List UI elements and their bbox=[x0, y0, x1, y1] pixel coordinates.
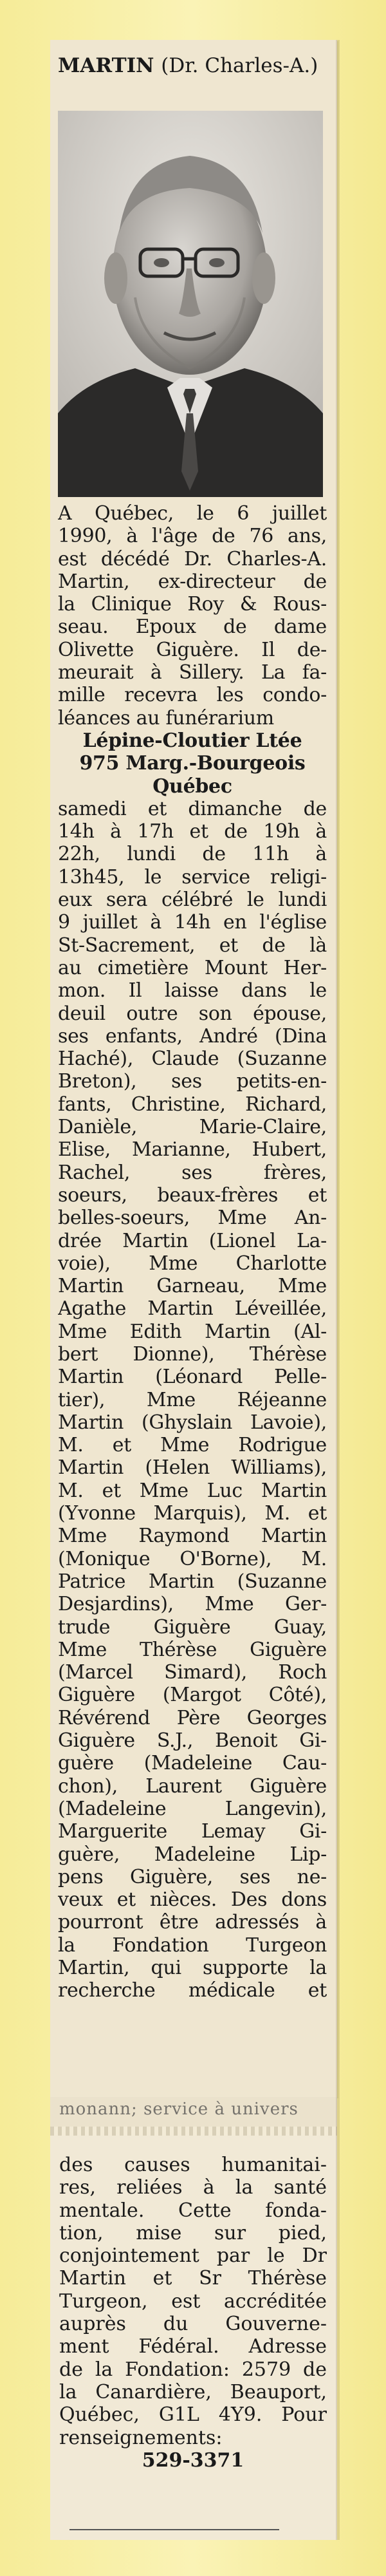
body-line: seau. Epoux de dame bbox=[58, 616, 327, 639]
body-line: 22h, lundi de 11h à bbox=[58, 843, 327, 866]
body-line: Haché), Claude (Suzanne bbox=[58, 1048, 327, 1071]
obituary-clipping bbox=[50, 40, 337, 2097]
continuation-line: des causes humanitai- bbox=[59, 2154, 327, 2176]
body-line: Révérend Père Georges bbox=[58, 1706, 327, 1729]
continuation-line: mentale. Cette fonda- bbox=[59, 2199, 327, 2222]
body-line: trude Giguère Guay, bbox=[58, 1615, 327, 1639]
body-line: drée Martin (Lionel La- bbox=[58, 1229, 327, 1252]
funeral-home-address: 975 Marg.-Bourgeois bbox=[79, 752, 306, 775]
body-line: ses enfants, André (Dina bbox=[58, 1024, 327, 1048]
body-line: (Marcel Simard), Roch bbox=[58, 1661, 327, 1684]
phone-number: 529-3371 bbox=[142, 2449, 244, 2472]
surname: MARTIN bbox=[58, 54, 154, 77]
body-line: 1990, à l'âge de 76 ans, bbox=[58, 525, 327, 548]
body-line: veux et nièces. Des dons bbox=[58, 1888, 327, 1912]
funeral-home-name: Lépine-Cloutier Ltée bbox=[82, 729, 302, 752]
body-line: pourront être adressés à bbox=[58, 1911, 327, 1934]
continuation-line: auprès du Gouverne- bbox=[59, 2313, 327, 2336]
body-line: Desjardins), Mme Ger- bbox=[58, 1593, 327, 1616]
body-line: Agathe Martin Léveillée, bbox=[58, 1297, 327, 1321]
body-line: Breton), ses petits-en- bbox=[58, 1070, 327, 1093]
continuation-line: res, reliées à la santé bbox=[59, 2176, 327, 2199]
body-line: eux sera célébré le lundi bbox=[58, 888, 327, 912]
body-line: Marguerite Lemay Gi- bbox=[58, 1820, 327, 1843]
body-line: Mme Raymond Martin bbox=[58, 1525, 327, 1548]
body-line: mon. Il laisse dans le bbox=[58, 979, 327, 1002]
body-line: tier), Mme Réjeanne bbox=[58, 1388, 327, 1411]
body-line: Patrice Martin (Suzanne bbox=[58, 1570, 327, 1593]
body-line: au cimetière Mount Her- bbox=[58, 956, 327, 979]
body-line: M. et Mme Rodrigue bbox=[58, 1434, 327, 1457]
body-line: Giguère (Margot Côté), bbox=[58, 1684, 327, 1707]
body-line: 9 juillet à 14h en l'église bbox=[58, 911, 327, 934]
body-line: Martin, qui supporte la bbox=[58, 1957, 327, 1979]
body-line: fants, Christine, Richard, bbox=[58, 1093, 327, 1116]
body-line: (Madeleine Langevin), bbox=[58, 1797, 327, 1820]
continuation-line: renseignements: bbox=[59, 2426, 223, 2449]
body-line: 14h à 17h et de 19h à bbox=[58, 820, 327, 843]
body-line: Martin (Léonard Pelle- bbox=[58, 1366, 327, 1389]
continuation-line: de la Fondation: 2579 de bbox=[59, 2358, 327, 2381]
body-line: St-Sacrement, et de là bbox=[58, 934, 327, 957]
body-line: 13h45, le service religi- bbox=[58, 865, 327, 888]
continuation-line: Québec, G1L 4Y9. Pour bbox=[59, 2403, 327, 2427]
body-line: la Clinique Roy & Rous- bbox=[58, 593, 327, 616]
body-line: voie), Mme Charlotte bbox=[58, 1252, 327, 1275]
continuation-line: tion, mise sur pied, bbox=[59, 2221, 327, 2244]
tear-edge bbox=[50, 2127, 337, 2136]
body-line: Danièle, Marie-Claire, bbox=[58, 1116, 327, 1139]
body-line: Mme Thérèse Giguère bbox=[58, 1638, 327, 1661]
body-line: bert Dionne), Thérèse bbox=[58, 1342, 327, 1366]
body-line: (Yvonne Marquis), M. et bbox=[58, 1502, 327, 1525]
body-line: guère, Madeleine Lip- bbox=[58, 1843, 327, 1866]
clipping-shadow bbox=[336, 40, 340, 2540]
body-line: Mme Edith Martin (Al- bbox=[58, 1320, 327, 1343]
body-line: M. et Mme Luc Martin bbox=[58, 1479, 327, 1502]
body-line: belles-soeurs, Mme An- bbox=[58, 1207, 327, 1230]
body-line: chon), Laurent Giguère bbox=[58, 1774, 327, 1798]
continuation-line: la Canardière, Beauport, bbox=[59, 2380, 327, 2403]
body-line: Rachel, ses frères, bbox=[58, 1161, 327, 1184]
body-line: guère (Madeleine Cau- bbox=[58, 1752, 327, 1775]
body-line: recherche médicale et bbox=[58, 1979, 327, 2002]
body-line: soeurs, beaux-frères et bbox=[58, 1183, 327, 1207]
body-line: léances au funérarium bbox=[58, 706, 274, 729]
body-line: Giguère S.J., Benoit Gi- bbox=[58, 1729, 327, 1753]
continuation-line: Turgeon, est accréditée bbox=[59, 2289, 327, 2313]
continuation-line: conjointement par le Dr bbox=[59, 2244, 327, 2268]
body-line: meurait à Sillery. La fa- bbox=[58, 661, 327, 684]
body-line: mille recevra les condo- bbox=[58, 684, 327, 707]
body-line: est décédé Dr. Charles-A. bbox=[58, 547, 327, 570]
given-name: (Dr. Charles-A.) bbox=[161, 54, 318, 77]
body-line: (Monique O'Borne), M. bbox=[58, 1547, 327, 1570]
continuation-line: Martin et Sr Thérèse bbox=[59, 2267, 327, 2290]
closing-rule bbox=[69, 2529, 279, 2530]
continuation-clipping bbox=[50, 2136, 337, 2540]
body-line: Martin Garneau, Mme bbox=[58, 1275, 327, 1298]
body-line: Martin (Helen Williams), bbox=[58, 1456, 327, 1480]
body-line: Martin, ex-directeur de bbox=[58, 570, 327, 593]
body-line: Olivette Giguère. Il de- bbox=[58, 638, 327, 661]
funeral-home-city: Québec bbox=[152, 775, 232, 798]
body-line: la Fondation Turgeon bbox=[58, 1933, 327, 1957]
body-line: Elise, Marianne, Hubert, bbox=[58, 1138, 327, 1161]
body-line: A Québec, le 6 juillet bbox=[58, 502, 327, 525]
obituary-heading bbox=[58, 52, 328, 80]
portrait-photo bbox=[58, 111, 323, 497]
body-line: deuil outre son épouse, bbox=[58, 1002, 327, 1025]
continuation-line: ment Fédéral. Adresse bbox=[59, 2335, 327, 2358]
cut-off-text: monann; service à univers bbox=[59, 2100, 299, 2119]
body-line: pens Giguère, ses ne- bbox=[58, 1865, 327, 1888]
body-line: samedi et dimanche de bbox=[58, 797, 327, 820]
continuation-body bbox=[59, 2154, 327, 2472]
body-line: Martin (Ghyslain Lavoie), bbox=[58, 1411, 327, 1434]
cut-off-strip bbox=[50, 2097, 337, 2127]
